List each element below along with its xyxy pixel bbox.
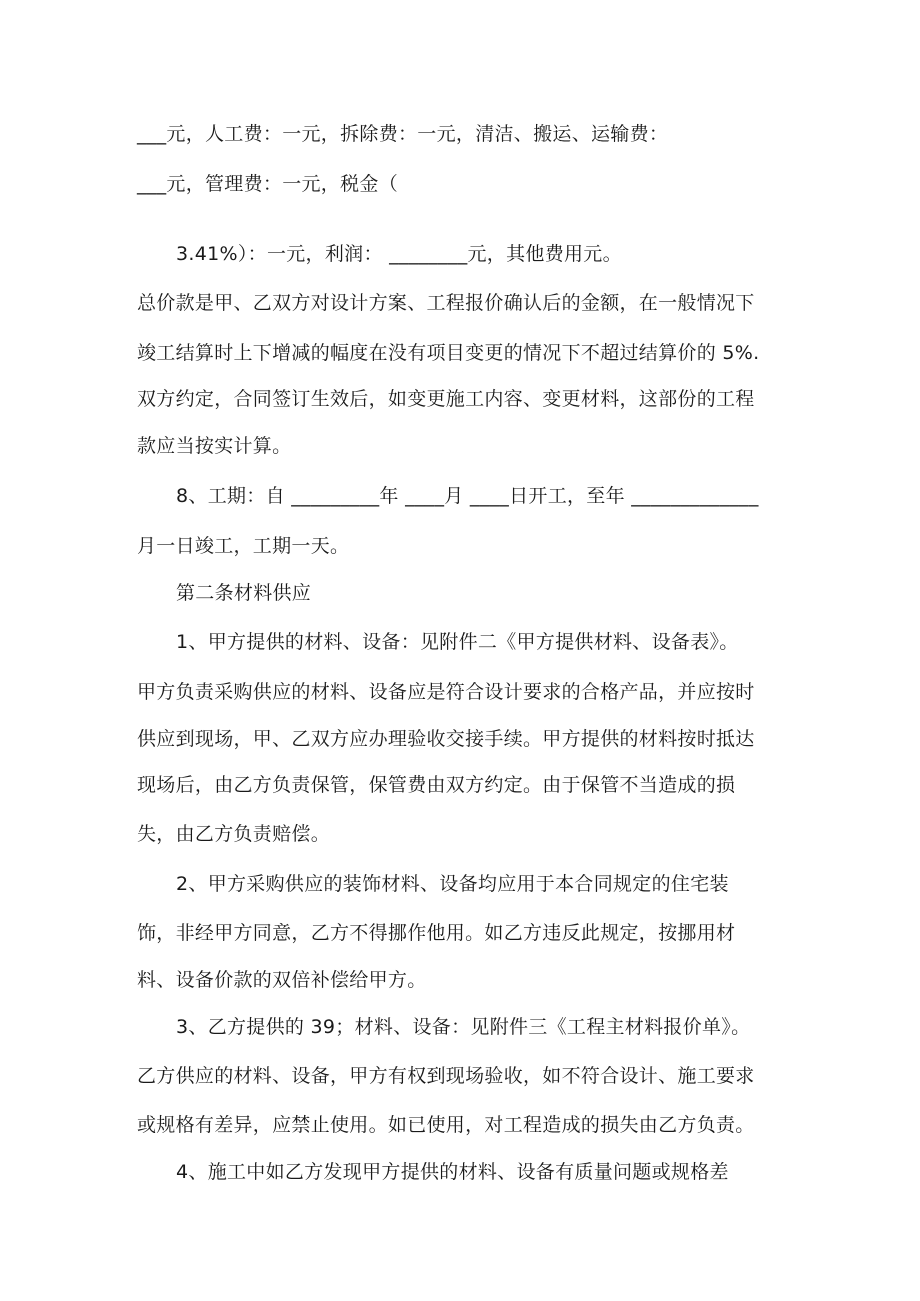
text-line-7: 款应当按实计算。 [137,435,292,457]
text-line-15: 失，由乙方负责赔偿。 [137,823,331,845]
text-line-13: 供应到现场，甲、乙双方应办理验收交接手续。甲方提供的材料按时抵达 [137,728,755,750]
text-line-1: ___元，人工费：一元，拆除费：一元，清洁、搬运、运输费： [137,123,669,145]
text-line-3: 3.41%）：一元，利润： ________元，其他费用元。 [176,243,622,265]
text-line-20: 乙方供应的材料、设备，甲方有权到现场验收，如不符合设计、施工要求 [137,1065,755,1087]
text-line-18: 料、设备价款的双倍补偿给甲方。 [137,969,427,991]
text-line-9: 月一日竣工，工期一天。 [137,535,350,557]
text-line-2: ___元，管理费：一元，税金（ [137,173,399,195]
text-line-16: 2、甲方采购供应的装饰材料、设备均应用于本合同规定的住宅装 [176,873,729,895]
text-line-6: 双方约定，合同签订生效后，如变更施工内容、变更材料，这部份的工程 [137,388,755,410]
text-line-22: 4、施工中如乙方发现甲方提供的材料、设备有质量问题或规格差 [176,1161,729,1183]
text-line-4: 总价款是甲、乙双方对设计方案、工程报价确认后的金额，在一般情况下 [137,292,755,314]
text-line-5: 竣工结算时上下增减的幅度在没有项目变更的情况下不超过结算价的 5%. [137,342,760,364]
text-line-21: 或规格有差异，应禁止使用。如已使用，对工程造成的损失由乙方负责。 [137,1114,755,1136]
text-line-14: 现场后，由乙方负责保管，保管费由双方约定。由于保管不当造成的损 [137,774,736,796]
section-heading: 第二条材料供应 [176,582,312,604]
text-line-8: 8、工期：自 _________年 ____月 ____日开工，至年 _____________ [176,485,759,507]
text-line-19: 3、乙方提供的 39；材料、设备：见附件三《工程主材料报价单》。 [176,1016,751,1038]
text-line-11: 1、甲方提供的材料、设备：见附件二《甲方提供材料、设备表》。 [176,631,739,653]
text-line-17: 饰，非经甲方同意，乙方不得挪作他用。如乙方违反此规定，按挪用材 [137,922,736,944]
text-line-12: 甲方负责采购供应的材料、设备应是符合设计要求的合格产品，并应按时 [137,681,755,703]
